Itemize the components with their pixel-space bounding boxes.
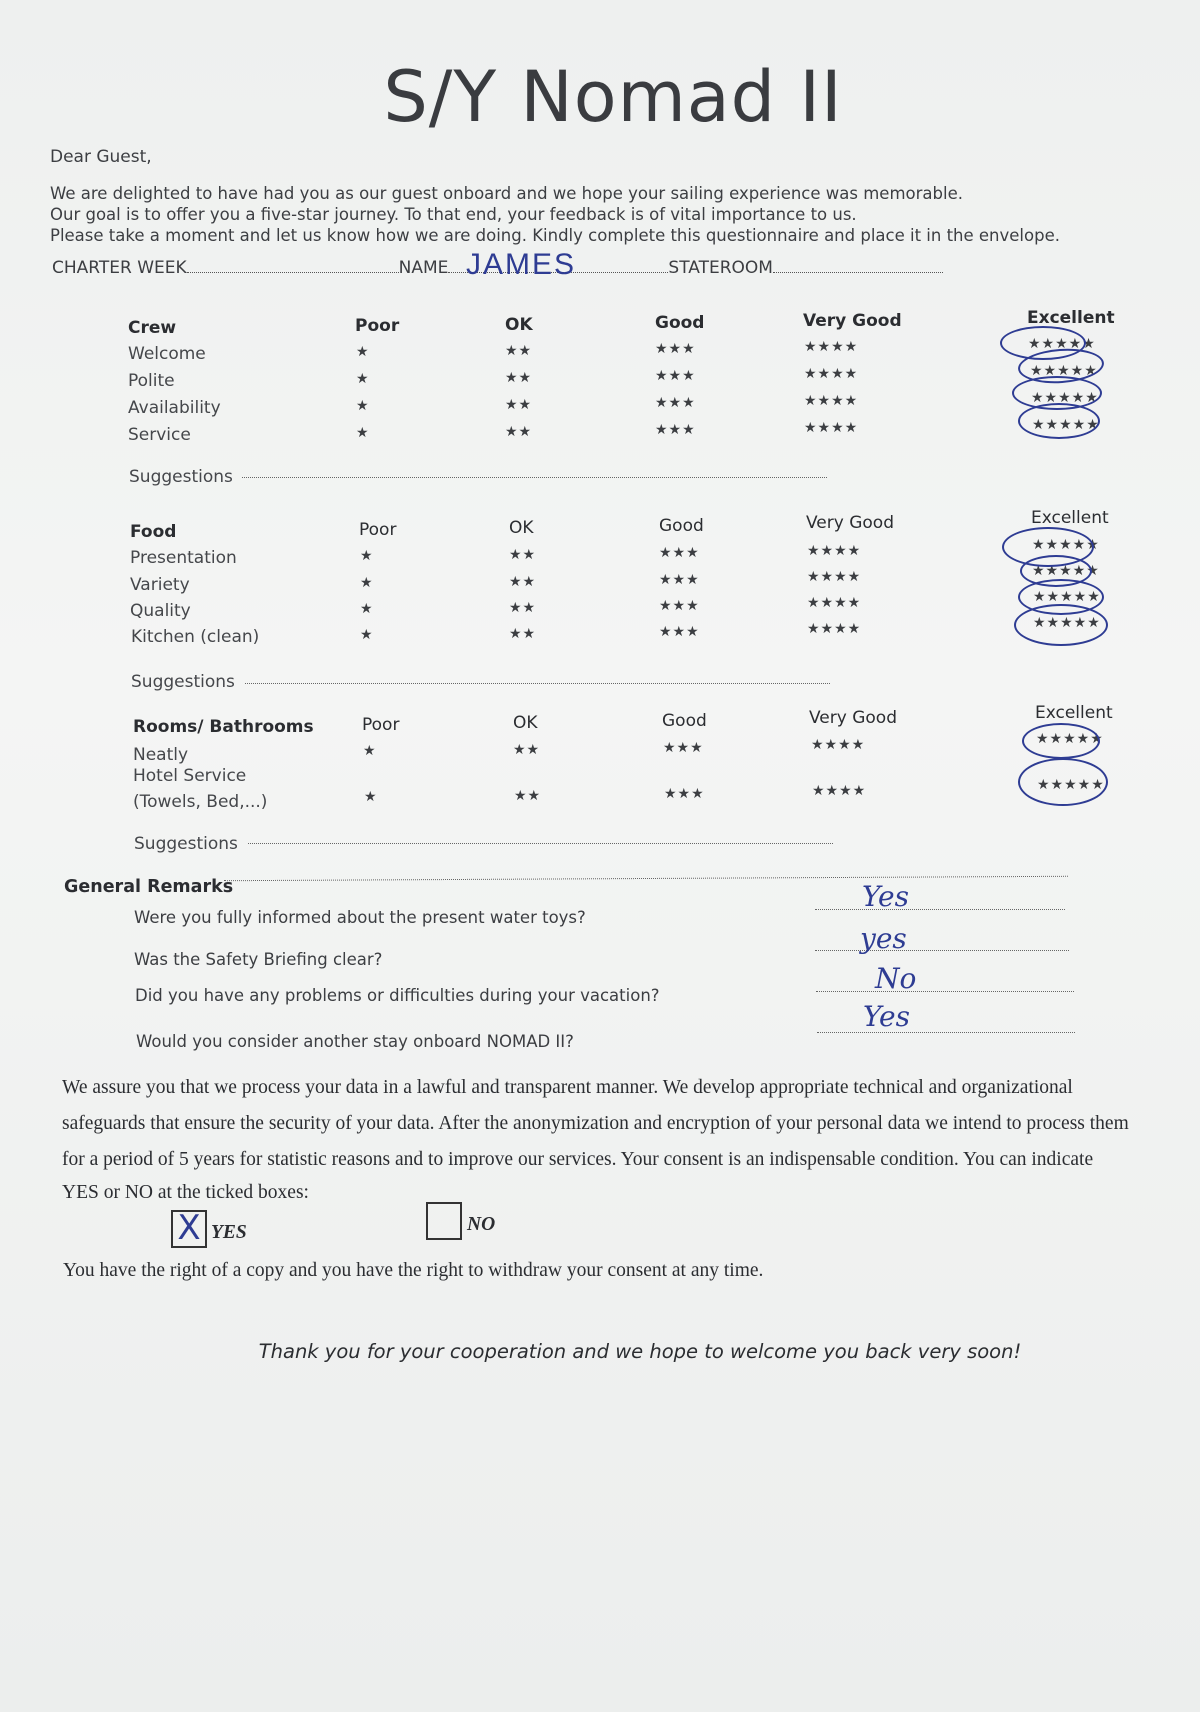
col-excellent: Excellent <box>1027 308 1115 328</box>
rating-excellent[interactable]: ★★★★★ <box>1028 336 1096 352</box>
rating-excellent[interactable]: ★★★★★ <box>1031 390 1099 406</box>
stateroom-field[interactable] <box>773 258 943 273</box>
item-label: Variety <box>130 575 190 595</box>
page-title: S/Y Nomad II <box>383 56 843 138</box>
rating-ok[interactable]: ★★ <box>514 788 542 804</box>
item-label: Polite <box>128 371 175 391</box>
rating-very-good[interactable]: ★★★★ <box>804 339 859 355</box>
col-poor: Poor <box>355 316 400 336</box>
question-text: Would you consider another stay onboard NOMAD II? <box>136 1032 574 1051</box>
rating-poor[interactable]: ★ <box>360 627 374 643</box>
item-label: Presentation <box>130 548 237 568</box>
handwritten-answer: Yes <box>863 1000 910 1033</box>
rating-good[interactable]: ★★★ <box>655 395 696 411</box>
rating-excellent[interactable]: ★★★★★ <box>1032 537 1100 553</box>
col-poor: Poor <box>359 520 397 540</box>
col-very-good: Very Good <box>806 513 894 533</box>
suggestions-label: Suggestions <box>129 467 233 487</box>
legal-line: We assure you that we process your data in a lawful and transparent manner. We develop appropriate technical and organizational <box>62 1077 1073 1098</box>
excellent-circle-mark <box>1018 758 1108 806</box>
rating-good[interactable]: ★★★ <box>659 572 700 588</box>
rating-excellent[interactable]: ★★★★★ <box>1033 589 1101 605</box>
item-label: (Towels, Bed,...) <box>133 792 268 812</box>
rating-excellent[interactable]: ★★★★★ <box>1037 777 1105 793</box>
col-ok: OK <box>505 315 533 335</box>
rights-statement: You have the right of a copy and you have the right to withdraw your consent at any time. <box>63 1260 764 1281</box>
suggestions-field[interactable] <box>248 842 833 844</box>
consent-no-label: NO <box>467 1214 496 1235</box>
rating-very-good[interactable]: ★★★★ <box>807 595 862 611</box>
consent-yes-checkbox[interactable] <box>171 1210 207 1248</box>
rating-good[interactable]: ★★★ <box>659 545 700 561</box>
col-very-good: Very Good <box>809 708 897 728</box>
rating-very-good[interactable]: ★★★★ <box>807 621 862 637</box>
intro-paragraph <box>50 183 1060 246</box>
rating-good[interactable]: ★★★ <box>655 368 696 384</box>
rating-ok[interactable]: ★★ <box>509 547 537 563</box>
thank-you-note: Thank you for your cooperation and we hope to welcome you back very soon! <box>258 1340 1022 1363</box>
question-text: Were you fully informed about the present water toys? <box>134 908 586 927</box>
rating-good[interactable]: ★★★ <box>663 740 704 756</box>
rating-excellent[interactable]: ★★★★★ <box>1036 731 1104 747</box>
rating-excellent[interactable]: ★★★★★ <box>1032 563 1100 579</box>
intro-line: Please take a moment and let us know how we are doing. Kindly complete this questionnaire and place it in the envelope. <box>50 226 1060 245</box>
suggestions-field[interactable] <box>242 476 827 478</box>
intro-line: Our goal is to offer you a five-star journey. To that end, your feedback is of vital importance to us. <box>50 205 857 224</box>
item-label: Neatly <box>133 745 189 765</box>
section-heading: Food <box>130 522 177 542</box>
col-good: Good <box>659 516 704 536</box>
greeting: Dear Guest, <box>50 147 152 167</box>
col-poor: Poor <box>362 715 400 735</box>
suggestions-label: Suggestions <box>134 834 238 854</box>
col-excellent: Excellent <box>1031 508 1109 528</box>
section-heading: Crew <box>128 318 177 338</box>
rating-good[interactable]: ★★★ <box>659 598 700 614</box>
excellent-circle-mark <box>1014 604 1108 646</box>
rating-good[interactable]: ★★★ <box>664 786 705 802</box>
suggestions-label: Suggestions <box>131 672 235 692</box>
item-label: Service <box>128 425 191 445</box>
handwritten-answer: Yes <box>862 880 909 913</box>
answer-field[interactable] <box>815 949 1069 951</box>
rating-excellent[interactable]: ★★★★★ <box>1032 417 1100 433</box>
item-label: Availability <box>128 398 221 418</box>
rating-poor[interactable]: ★ <box>363 743 377 759</box>
handwritten-answer: yes <box>860 922 907 955</box>
rating-poor[interactable]: ★ <box>360 575 374 591</box>
charter-week-label: CHARTER WEEK <box>52 258 187 278</box>
col-good: Good <box>662 711 707 731</box>
answer-field[interactable] <box>817 1031 1075 1033</box>
col-ok: OK <box>513 713 538 733</box>
col-ok: OK <box>509 518 534 538</box>
stateroom-label: STATEROOM <box>668 258 773 278</box>
question-text: Was the Safety Briefing clear? <box>134 950 383 969</box>
rating-very-good[interactable]: ★★★★ <box>807 543 862 559</box>
rating-poor[interactable]: ★ <box>364 789 378 805</box>
rating-ok[interactable]: ★★ <box>513 742 541 758</box>
item-label: Kitchen (clean) <box>131 627 260 647</box>
rating-very-good[interactable]: ★★★★ <box>804 420 859 436</box>
col-good: Good <box>655 313 705 333</box>
rating-ok[interactable]: ★★ <box>505 397 533 413</box>
rating-poor[interactable]: ★ <box>356 398 370 414</box>
legal-line: for a period of 5 years for statistic reasons and to improve our services. Your consent is an indispensable condition. You can indicate <box>62 1149 1094 1170</box>
answer-field[interactable] <box>816 990 1074 992</box>
rating-poor[interactable]: ★ <box>356 371 370 387</box>
name-label: NAME <box>398 258 449 278</box>
data-consent-paragraph <box>62 1070 1200 1208</box>
rating-excellent[interactable]: ★★★★★ <box>1030 363 1098 379</box>
rating-ok[interactable]: ★★ <box>509 626 537 642</box>
rating-very-good[interactable]: ★★★★ <box>804 393 859 409</box>
rating-very-good[interactable]: ★★★★ <box>811 737 866 753</box>
legal-line: safeguards that ensure the security of your data. After the anonymization and encryption of your personal data we intend to process them <box>62 1113 1129 1134</box>
section-heading: Rooms/ Bathrooms <box>133 717 314 737</box>
general-remarks-label: General Remarks <box>64 877 234 897</box>
rating-very-good[interactable]: ★★★★ <box>812 783 867 799</box>
rating-ok[interactable]: ★★ <box>505 424 533 440</box>
excellent-circle-mark <box>1022 723 1100 759</box>
charter-week-field[interactable] <box>187 258 399 273</box>
consent-no-checkbox[interactable] <box>426 1202 462 1240</box>
consent-yes-label: YES <box>211 1222 247 1243</box>
rating-very-good[interactable]: ★★★★ <box>804 366 859 382</box>
suggestions-field[interactable] <box>245 682 830 684</box>
rating-ok[interactable]: ★★ <box>505 370 533 386</box>
question-text: Did you have any problems or difficulties during your vacation? <box>135 986 660 1005</box>
answer-field[interactable] <box>815 908 1065 910</box>
intro-line: We are delighted to have had you as our guest onboard and we hope your sailing experience was memorable. <box>50 184 963 203</box>
handwritten-answer: No <box>875 962 917 995</box>
rating-poor[interactable]: ★ <box>356 344 370 360</box>
handwritten-name: JAMES <box>466 248 577 281</box>
col-very-good: Very Good <box>803 311 902 331</box>
rating-good[interactable]: ★★★ <box>655 422 696 438</box>
rating-ok[interactable]: ★★ <box>509 574 537 590</box>
rating-good[interactable]: ★★★ <box>659 624 700 640</box>
rating-poor[interactable]: ★ <box>360 548 374 564</box>
rating-very-good[interactable]: ★★★★ <box>807 569 862 585</box>
col-excellent: Excellent <box>1035 703 1113 723</box>
rating-poor[interactable]: ★ <box>356 425 370 441</box>
item-label: Hotel Service <box>133 766 247 786</box>
rating-ok[interactable]: ★★ <box>509 600 537 616</box>
general-remarks-field[interactable] <box>224 875 1068 881</box>
rating-ok[interactable]: ★★ <box>505 343 533 359</box>
rating-good[interactable]: ★★★ <box>655 341 696 357</box>
item-label: Welcome <box>128 344 206 364</box>
check-mark-icon: X <box>177 1208 201 1248</box>
excellent-circle-mark <box>1018 403 1100 439</box>
item-label: Quality <box>130 601 191 621</box>
legal-line: YES or NO at the ticked boxes: <box>62 1182 309 1203</box>
rating-excellent[interactable]: ★★★★★ <box>1033 615 1101 631</box>
rating-poor[interactable]: ★ <box>360 601 374 617</box>
